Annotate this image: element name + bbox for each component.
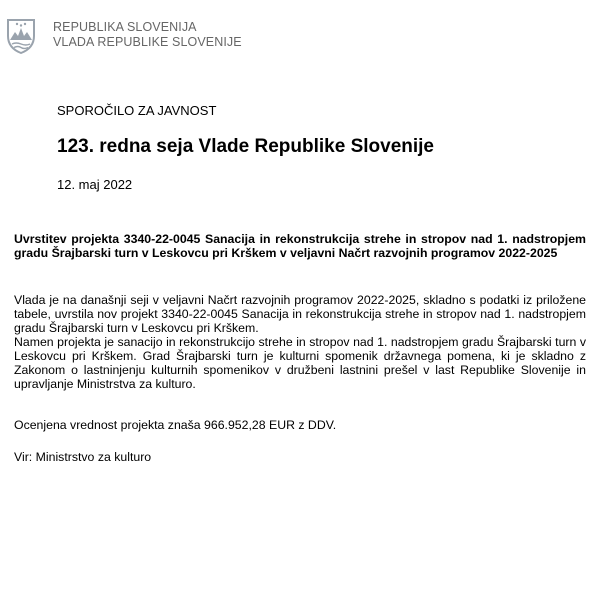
paragraph-value: Ocenjena vrednost projekta znaša 966.952,28 EUR z DDV.: [14, 418, 337, 432]
subheading: Uvrstitev projekta 3340-22-0045 Sanacija in rekonstrukcija strehe in stropov nad 1. nadstropjem gradu Šrajbarski turn v Leskovcu pri Krškem v veljavni Načrt razvojnih programov 2022-2025: [14, 232, 586, 260]
paragraph-decision: Vlada je na današnji seji v veljavni Načrt razvojnih programov 2022-2025, skladno s podatki iz priložene tabele, uvrstila nov projekt 3340-22-0045 Sanacija in rekonstrukcija strehe in stropov nad 1. nadstropjem gradu Šrajbarski turn v Leskovcu pri Krškem.: [14, 293, 586, 335]
source-line: Vir: Ministrstvo za kulturo: [14, 450, 152, 464]
press-release-label: SPOROČILO ZA JAVNOST: [57, 103, 217, 118]
letterhead-text: [53, 20, 242, 50]
letterhead: [6, 14, 242, 54]
letterhead-line-government: VLADA REPUBLIKE SLOVENIJE: [53, 35, 242, 49]
page-title: 123. redna seja Vlade Republike Slovenije: [57, 136, 435, 157]
body-paragraphs: [14, 293, 586, 391]
letterhead-line-republic: REPUBLIKA SLOVENIJA: [53, 20, 197, 34]
coat-of-arms-icon: [6, 18, 36, 54]
paragraph-purpose: Namen projekta je sanacijo in rekonstrukcijo strehe in stropov nad 1. nadstropjem gradu Šrajbarski turn v Leskovcu pri Krškem. Grad Šrajbarski turn je kulturni spomenik državnega pomena, ki je skladno z Zakonom o lastninjenju kulturnih spomenikov v družbeni lastnini prešel v last Republike Slovenije in upravljanje Ministrstva za kulturo.: [14, 335, 586, 391]
release-date: 12. maj 2022: [57, 177, 133, 192]
